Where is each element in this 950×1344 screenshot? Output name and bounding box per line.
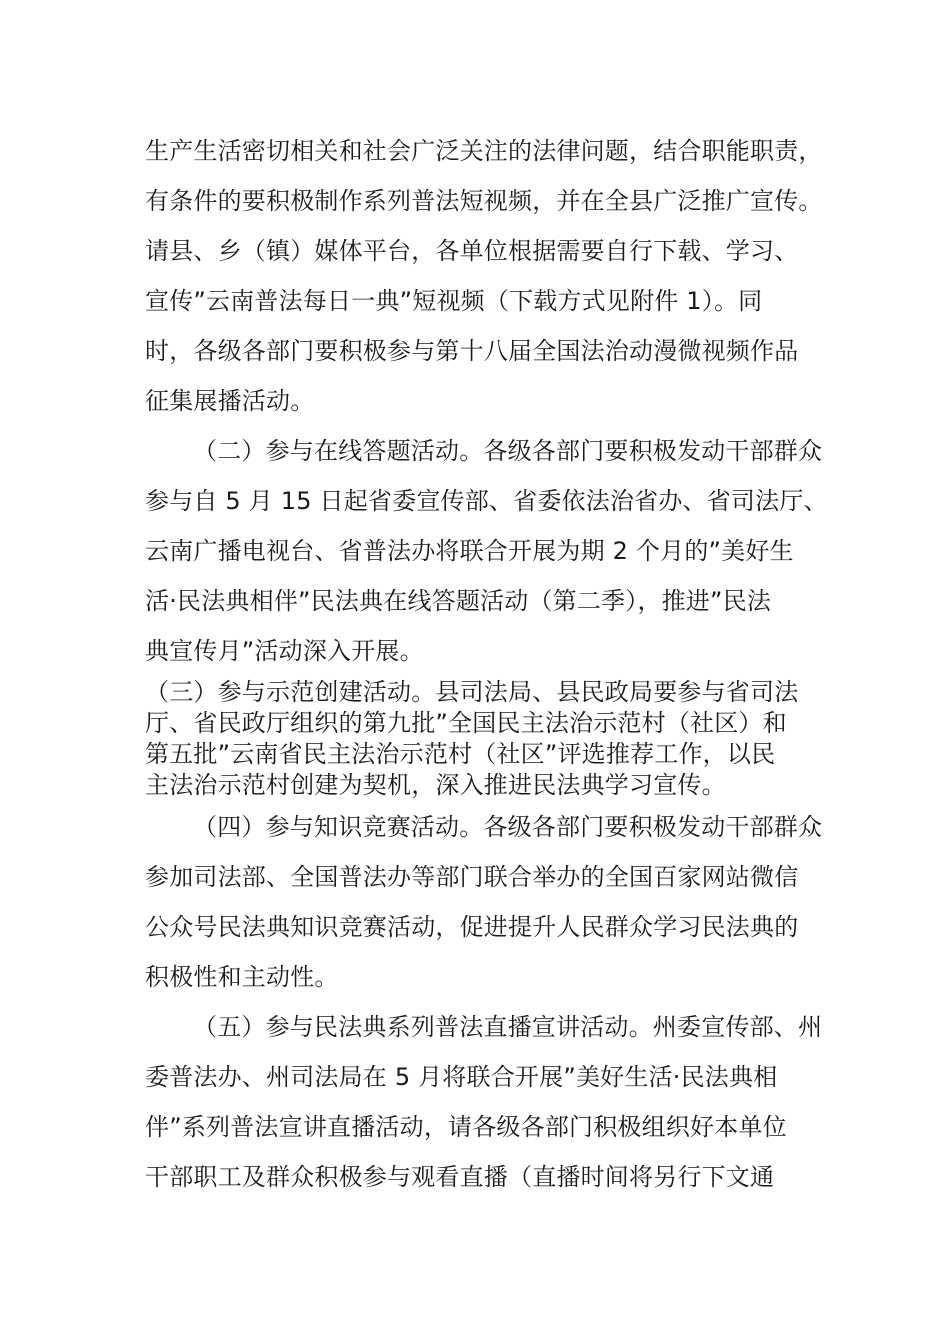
text-line: 厅、省民政厅组织的第九批”全国民主法治示范村（社区）和: [145, 709, 787, 737]
text-line: 宣传”云南普法每日一典”短视频（下载方式见附件 1）。同: [145, 287, 763, 315]
text-line: 参与自 5 月 15 日起省委宣传部、省委依法治省办、省司法厅、: [145, 487, 828, 515]
text-line: 积极性和主动性。: [145, 963, 339, 991]
text-line: 生产生活密切相关和社会广泛关注的法律问题，结合职能职责，: [145, 137, 823, 165]
text-line: 伴”系列普法宣讲直播活动，请各级各部门积极组织好本单位: [145, 1113, 787, 1141]
text-line: 活·民法典相伴”民法典在线答题活动（第二季），推进”民法: [145, 587, 772, 615]
text-line: 请县、乡（镇）媒体平台，各单位根据需要自行下载、学习、: [145, 237, 799, 265]
section-5-heading-line: （五）参与民法典系列普法直播宣讲活动。州委宣传部、州: [193, 1013, 823, 1041]
text-line: 时，各级各部门要积极参与第十八届全国法治动漫微视频作品: [145, 337, 799, 365]
section-3-heading-line: （三）参与示范创建活动。县司法局、县民政局要参与省司法: [145, 678, 799, 706]
text-line: 典宣传月”活动深入开展。: [145, 637, 424, 665]
section-4-heading-line: （四）参与知识竞赛活动。各级各部门要积极发动干部群众: [193, 813, 823, 841]
section-2-heading-line: （二）参与在线答题活动。各级各部门要积极发动干部群众: [193, 437, 823, 465]
text-line: 有条件的要积极制作系列普法短视频，并在全县广泛推广宣传。: [145, 187, 823, 215]
text-line: 干部职工及群众积极参与观看直播（直播时间将另行下文通: [145, 1163, 775, 1191]
text-line: 云南广播电视台、省普法办将联合开展为期 2 个月的”美好生: [145, 537, 794, 565]
text-line: 公众号民法典知识竞赛活动，促进提升人民群众学习民法典的: [145, 913, 799, 941]
text-line: 第五批”云南省民主法治示范村（社区”评选推荐工作，以民: [145, 740, 776, 768]
text-line: 委普法办、州司法局在 5 月将联合开展”美好生活·民法典相: [145, 1063, 778, 1091]
text-line: 参加司法部、全国普法办等部门联合举办的全国百家网站微信: [145, 863, 799, 891]
text-line: 主法治示范村创建为契机，深入推进民法典学习宣传。: [145, 771, 726, 799]
text-line: 征集展播活动。: [145, 387, 315, 415]
